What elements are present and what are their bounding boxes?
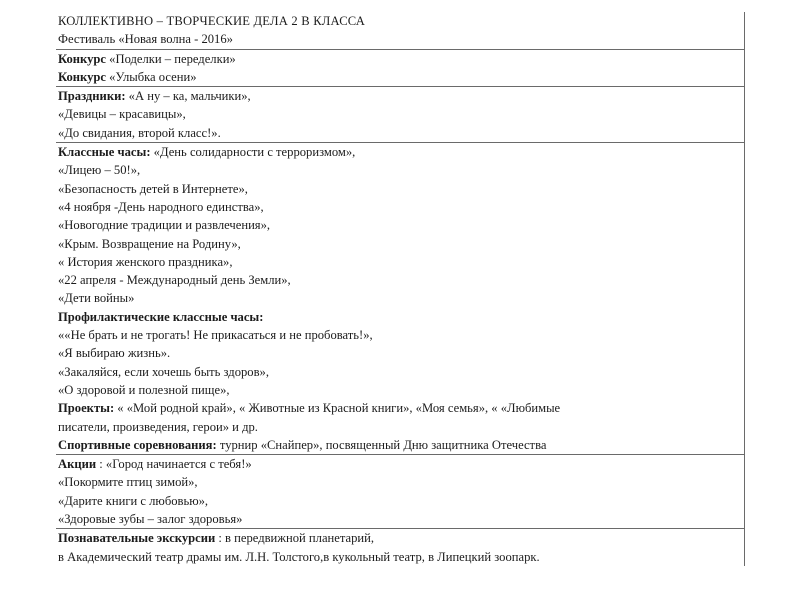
class-hours-line: «Новогодние традиции и развлечения», [58, 218, 271, 233]
class-hours-cell [56, 142, 744, 454]
prevention-line: ««Не брать и не трогать! Не прикасаться и не пробовать!», [58, 328, 373, 343]
excursions-line: в Академический театр драмы им. Л.Н. Толстого,в кукольный театр, в Липецкий зоопарк. [58, 549, 540, 564]
actions-line: «Дарите книги с любовью», [58, 493, 209, 508]
class-hours-text: «День солидарности с терроризмом», [150, 145, 356, 160]
actions-line: «Здоровые зубы – залог здоровья» [58, 512, 243, 527]
projects-line: писатели, произведения, герои» и др. [58, 419, 258, 434]
prevention-label: Профилактические классные часы: [58, 309, 264, 324]
class-hours-line: « История женского праздника», [58, 254, 233, 269]
header-cell [56, 12, 744, 49]
contest-text: «Поделки – переделки» [106, 51, 236, 66]
actions-line [58, 455, 744, 473]
actions-cell [56, 454, 744, 528]
page-title: КОЛЛЕКТИВНО – ТВОРЧЕСКИЕ ДЕЛА 2 В КЛАССА [58, 14, 366, 28]
projects-line [58, 399, 744, 417]
contests-cell [56, 49, 744, 87]
class-hours-line: «22 апреля - Международный день Земли», [58, 273, 291, 288]
actions-text: : «Город начинается с тебя!» [96, 457, 252, 472]
excursions-label: Познавательные экскурсии [58, 531, 216, 546]
class-hours-line: «Дети войны» [58, 291, 135, 306]
excursions-cell [56, 528, 744, 566]
class-hours-line: «Крым. Возвращение на Родину», [58, 236, 241, 251]
class-hours-line: «Лицею – 50!», [58, 163, 141, 178]
activities-table [56, 12, 745, 566]
holidays-line: «До свидания, второй класс!». [58, 125, 221, 140]
class-hours-line: «Безопасность детей в Интернете», [58, 181, 248, 196]
sports-line [58, 436, 744, 454]
contest-label: Конкурс [58, 69, 107, 84]
class-hours-line: «4 ноября -День народного единства», [58, 199, 264, 214]
holidays-line [58, 87, 744, 105]
prevention-line: «Закаляйся, если хочешь быть здоров», [58, 364, 269, 379]
contest-line [58, 50, 744, 68]
actions-label: Акции [58, 457, 97, 472]
actions-line: «Покормите птиц зимой», [58, 475, 198, 490]
prevention-line: «О здоровой и полезной пище», [58, 382, 230, 397]
class-hours-label: Классные часы: [58, 145, 151, 160]
contest-text: «Улыбка осени» [106, 69, 197, 84]
excursions-line [58, 529, 744, 547]
projects-label: Проекты: [58, 401, 115, 416]
contest-line [58, 68, 744, 86]
holidays-line: «Девицы – красавицы», [58, 107, 186, 122]
prevention-line: «Я выбираю жизнь». [58, 346, 171, 361]
excursions-text: : в передвижной планетарий, [215, 531, 375, 546]
projects-text: « «Мой родной край», « Животные из Красной книги», «Моя семья», « «Любимые [114, 401, 561, 416]
holidays-cell [56, 86, 744, 142]
sports-label: Спортивные соревнования: [58, 437, 217, 452]
contest-label: Конкурс [58, 51, 107, 66]
holidays-text: «А ну – ка, мальчики», [125, 89, 251, 104]
class-hours-line [58, 143, 744, 161]
festival-line: Фестиваль «Новая волна - 2016» [58, 32, 233, 47]
sports-text: турнир «Снайпер», посвященный Дню защитника Отечества [216, 437, 547, 452]
holidays-label: Праздники: [58, 89, 126, 104]
